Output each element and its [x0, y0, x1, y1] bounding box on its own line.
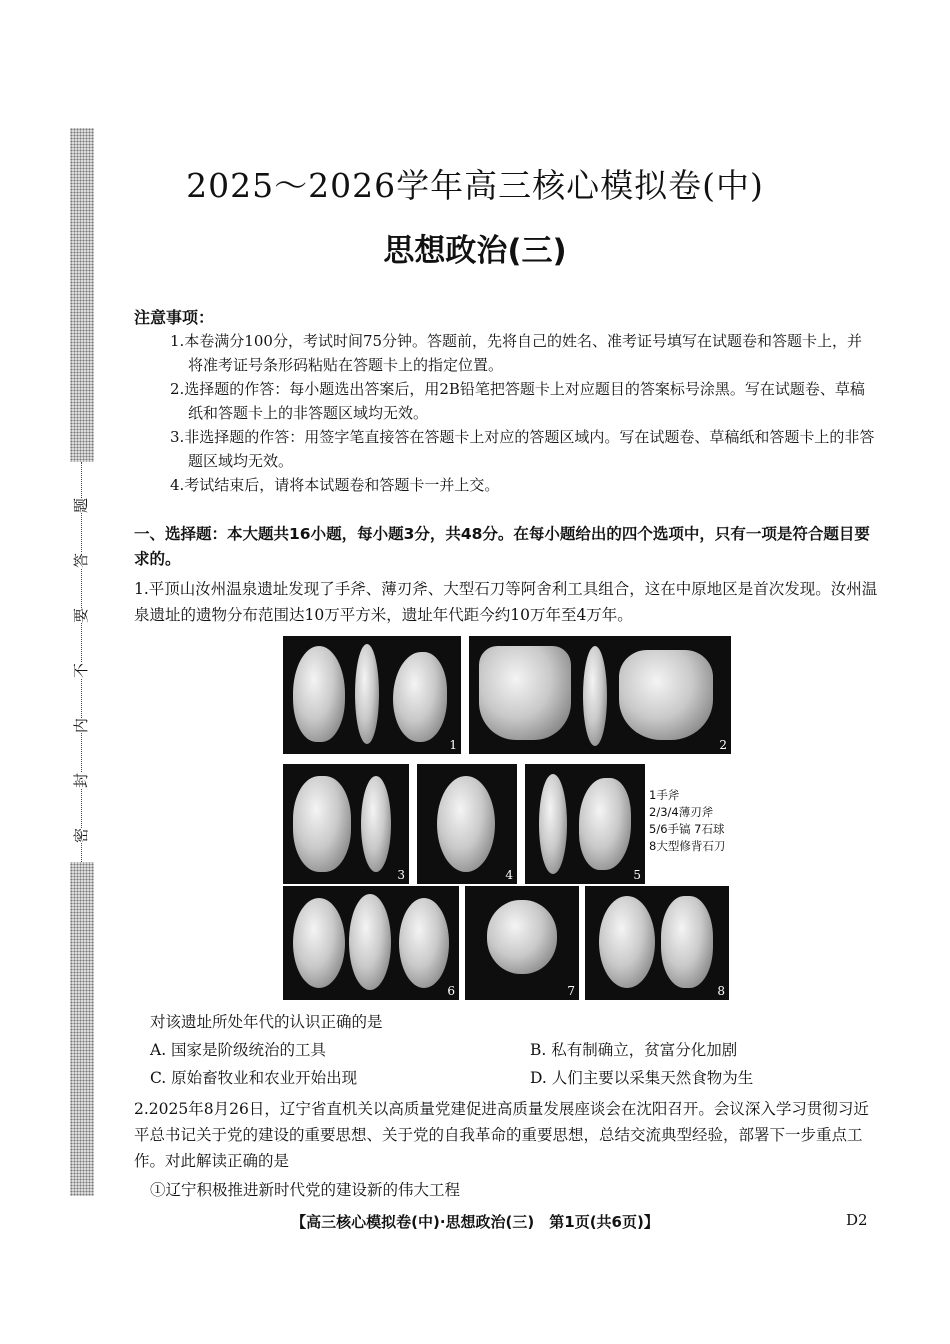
note-text: 4.考试结束后，请将本试题卷和答题卡一并上交。 [170, 476, 500, 494]
exam-title: 2025～2026学年高三核心模拟卷(中) [186, 166, 764, 205]
legend-item: 5/6手镐 7石球 [649, 822, 725, 836]
question-2-item-1: ①辽宁积极推进新时代党的建设新的伟大工程 [150, 1181, 461, 1199]
tool-photo-8 [585, 886, 729, 1000]
note-item [170, 329, 876, 377]
tool-photo-2 [469, 636, 731, 754]
section-heading: 一、选择题：本大题共16小题，每小题3分，共48分。在每小题给出的四个选项中，只有一项是符合题目要求的。 [134, 525, 870, 568]
tool-photo-6 [283, 886, 459, 1000]
page-footer: 【高三核心模拟卷(中)·思想政治(三) 第1页(共6页)】 [291, 1213, 659, 1231]
photo-label: 1 [449, 738, 457, 752]
tool-photo-1 [283, 636, 461, 754]
photo-label: 2 [719, 738, 727, 752]
photo-label: 6 [447, 984, 455, 998]
binding-char: 题 [72, 497, 91, 514]
paper-code: D2 [846, 1211, 868, 1229]
legend-item: 1手斧 [649, 788, 680, 802]
note-text: 1.本卷满分100分，考试时间75分钟。答题前，先将自己的姓名、准考证号填写在试题卷和答题卡上，并将准考证号条形码粘贴在答题卡上的指定位置。 [170, 332, 863, 374]
photo-label: 8 [717, 984, 725, 998]
binding-warning [69, 498, 95, 883]
legend-item: 2/3/4薄刃斧 [649, 805, 714, 819]
tool-photo-3 [283, 764, 409, 884]
option-b: B. 私有制确立，贫富分化加剧 [530, 1041, 738, 1059]
photo-label: 5 [633, 868, 641, 882]
option-c: C. 原始畜牧业和农业开始出现 [150, 1069, 358, 1087]
question-1-text: 1.平顶山汝州温泉遗址发现了手斧、薄刃斧、大型石刀等阿舍利工具组合，这在中原地区是首次发现。汝州温泉遗址的遗物分布范围达10万平方米，遗址年代距今约10万年至4万年。 [134, 580, 878, 624]
binding-char: 不 [72, 662, 91, 679]
note-text: 2.选择题的作答：每小题选出答案后，用2B铅笔把答题卡上对应题目的答案标号涂黑。写在试题卷、草稿纸和答题卡上的非答题区域均无效。 [170, 380, 865, 422]
exam-subtitle: 思想政治(三) [383, 233, 567, 269]
figure-legend [649, 787, 725, 855]
question-1-stem: 对该遗址所处年代的认识正确的是 [150, 1013, 383, 1031]
note-item [170, 425, 876, 473]
note-item [170, 377, 876, 425]
notes-heading: 注意事项： [134, 308, 215, 327]
photo-label: 7 [567, 984, 575, 998]
tool-photo-7 [465, 886, 579, 1000]
binding-char: 内 [72, 717, 91, 734]
tool-photo-5 [525, 764, 645, 884]
option-a: A. 国家是阶级统治的工具 [150, 1041, 327, 1059]
binding-char: 封 [72, 772, 91, 789]
legend-item: 8大型修背石刀 [649, 839, 726, 853]
note-item [170, 473, 876, 497]
photo-label: 3 [397, 868, 405, 882]
notes-list [170, 329, 876, 497]
binding-char: 答 [72, 552, 91, 569]
tool-photo-4 [417, 764, 517, 884]
option-d: D. 人们主要以采集天然食物为生 [530, 1069, 754, 1087]
note-text: 3.非选择题的作答：用签字笔直接答在答题卡上对应的答题区域内。写在试题卷、草稿纸和答题卡上的非答题区域均无效。 [170, 428, 875, 470]
binding-char: 密 [72, 827, 91, 844]
question-2-text: 2.2025年8月26日，辽宁省直机关以高质量党建促进高质量发展座谈会在沈阳召开。会议深入学习贯彻习近平总书记关于党的建设的重要思想、关于党的自我革命的重要思想，总结交流典型经验，部署下一步重点工作。对此解读正确的是 [134, 1100, 869, 1170]
binding-char: 要 [72, 607, 91, 624]
photo-label: 4 [505, 868, 513, 882]
